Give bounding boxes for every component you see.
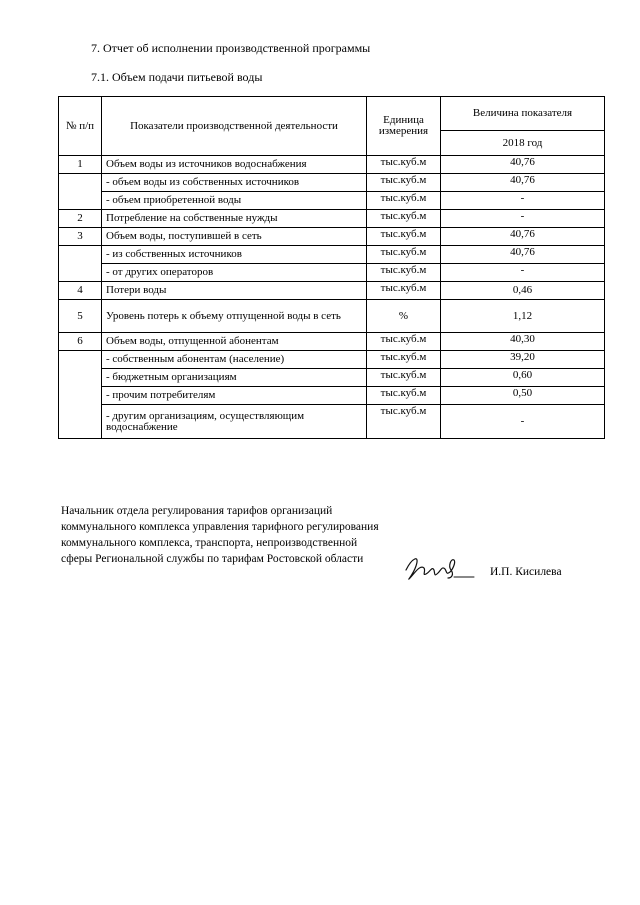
row-value: 39,20	[441, 351, 605, 369]
row-num: 4	[59, 282, 102, 300]
row-name: Объем воды, отпущенной абонентам	[102, 333, 367, 351]
row-name: - прочим потребителям	[102, 387, 367, 405]
row-value: 1,12	[441, 300, 605, 333]
row-unit: тыс.куб.м	[367, 405, 441, 439]
table-row	[59, 174, 605, 192]
row-unit: тыс.куб.м	[367, 174, 441, 192]
row-name: - из собственных источников	[102, 246, 367, 264]
header-value: Величина показателя	[441, 97, 605, 131]
table-row	[59, 156, 605, 174]
table-row	[59, 246, 605, 264]
row-value: 0,46	[441, 282, 605, 300]
section-heading-7-1: 7.1. Объем подачи питьевой воды	[91, 70, 263, 84]
table-row	[59, 282, 605, 300]
row-unit: тыс.куб.м	[367, 228, 441, 246]
table-row	[59, 228, 605, 246]
header-indicator: Показатели производственной деятельности	[102, 97, 367, 156]
row-value: 40,76	[441, 246, 605, 264]
row-value: 40,76	[441, 156, 605, 174]
row-unit: тыс.куб.м	[367, 192, 441, 210]
row-unit: тыс.куб.м	[367, 264, 441, 282]
row-name: - бюджетным организациям	[102, 369, 367, 387]
row-value: 40,76	[441, 174, 605, 192]
signer-position: Начальник отдела регулирования тарифов организаций коммунального комплекса управления тарифного регулирования коммунального комплекса, транспорта, непроизводственной сферы Региональной службы по тарифам Ростовской области	[61, 505, 379, 565]
row-value: -	[441, 210, 605, 228]
table-row	[59, 192, 605, 210]
row-num	[59, 174, 102, 210]
row-value: -	[441, 192, 605, 210]
row-num	[59, 351, 102, 439]
row-name: - собственным абонентам (население)	[102, 351, 367, 369]
table-row	[59, 369, 605, 387]
row-value: 0,50	[441, 387, 605, 405]
table-row	[59, 387, 605, 405]
row-name: Объем воды, поступившей в сеть	[102, 228, 367, 246]
row-unit: тыс.куб.м	[367, 387, 441, 405]
row-name: Уровень потерь к объему отпущенной воды в сеть	[102, 300, 367, 333]
row-name: - объем приобретенной воды	[102, 192, 367, 210]
header-num: № п/п	[59, 97, 102, 156]
header-unit: Единица измерения	[367, 97, 441, 156]
table-row	[59, 333, 605, 351]
row-num: 5	[59, 300, 102, 333]
row-num: 2	[59, 210, 102, 228]
row-unit: тыс.куб.м	[367, 210, 441, 228]
row-name: Потери воды	[102, 282, 367, 300]
handwritten-signature	[398, 548, 478, 588]
row-unit: тыс.куб.м	[367, 282, 441, 300]
row-name: - объем воды из собственных источников	[102, 174, 367, 192]
table-row	[59, 405, 605, 439]
table-row	[59, 264, 605, 282]
row-value: -	[441, 264, 605, 282]
row-value: -	[441, 405, 605, 439]
row-name: Потребление на собственные нужды	[102, 210, 367, 228]
row-unit: тыс.куб.м	[367, 246, 441, 264]
row-num	[59, 246, 102, 282]
section-heading-7: 7. Отчет об исполнении производственной программы	[91, 41, 371, 55]
row-unit: %	[367, 300, 441, 333]
row-value: 0,60	[441, 369, 605, 387]
row-unit: тыс.куб.м	[367, 369, 441, 387]
row-num: 6	[59, 333, 102, 351]
row-value: 40,30	[441, 333, 605, 351]
table-row	[59, 300, 605, 333]
table-row	[59, 210, 605, 228]
row-unit: тыс.куб.м	[367, 351, 441, 369]
row-name: - от других операторов	[102, 264, 367, 282]
row-unit: тыс.куб.м	[367, 156, 441, 174]
row-num: 3	[59, 228, 102, 246]
row-unit: тыс.куб.м	[367, 333, 441, 351]
header-year: 2018 год	[441, 131, 605, 156]
row-name: Объем воды из источников водоснабжения	[102, 156, 367, 174]
row-num: 1	[59, 156, 102, 174]
table-row	[59, 351, 605, 369]
row-value: 40,76	[441, 228, 605, 246]
water-supply-table	[58, 96, 605, 439]
row-name: - другим организациям, осуществляющим водоснабжение	[102, 405, 367, 439]
signer-name: И.П. Кисилева	[490, 566, 562, 578]
